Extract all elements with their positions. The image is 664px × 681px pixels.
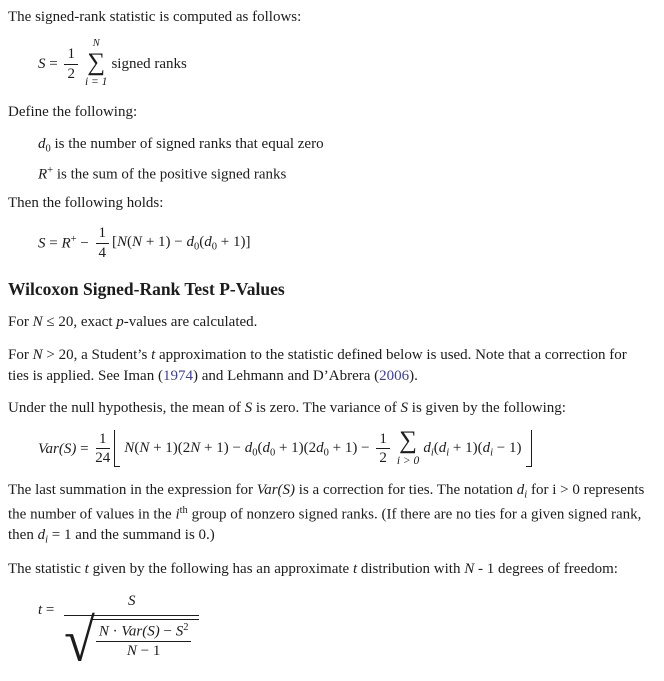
text-run: is given by the following: [408,400,566,417]
summation-upper-limit: N [92,38,100,50]
text-run: ). [409,367,418,384]
text-run: p [116,314,124,331]
text-run: is a correction for ties. The notation [295,482,517,499]
text-run: S [175,622,184,639]
paragraph-ties-note [8,480,650,548]
text-run: is the number of signed ranks that equal zero [50,136,324,153]
text-run: is zero. The variance of [252,400,401,417]
text-run: = [76,440,93,457]
text-run: The statistic [8,561,85,578]
formula-lead [38,233,93,253]
text-run: S [38,235,46,252]
section-heading: Wilcoxon Signed-Rank Test P-Values [8,279,285,300]
text-run: i [524,489,528,501]
text-run: t [352,561,358,578]
reference-year-link[interactable]: 2006 [379,367,410,384]
text-run: 0 [211,241,217,253]
fraction-one-half [64,46,78,82]
text-run: Var(S) [121,622,160,639]
text-run: distribution with [357,561,465,578]
text-run: d [482,439,491,456]
text-run: For [8,314,33,331]
text-run: + 1)( [449,439,483,456]
text-run: ( [134,439,140,456]
text-run: − [159,622,176,639]
text-run: N [32,314,43,331]
text-run: − [76,235,93,252]
text-run: + 1) − [328,439,374,456]
text-run: i [45,534,48,546]
summation-operator [396,427,420,467]
formula-variance [38,427,650,467]
text-run: R [38,166,48,183]
text-run: i [446,447,450,458]
text-run: ) and Lehmann and D’Abrera ( [192,367,380,384]
text-run: i [490,447,494,458]
text-run: ( [257,439,263,456]
formula-t-statistic [38,592,650,675]
text-run: N [98,622,109,639]
text-run: - 1 degrees of freedom: [474,561,618,578]
text-run: N [132,233,143,250]
text-run: t [84,561,89,578]
formula-lead [38,55,61,74]
text-run: N [464,561,475,578]
text-run: > 20, a Student’s [42,346,152,363]
text-run: S [244,400,253,417]
text-run: + [70,234,77,246]
text-run: signed ranks [111,55,187,72]
text-run: S [128,592,136,609]
summation-lower-limit: i > 0 [396,454,420,467]
text-run: is the sum of the positive signed ranks [53,166,287,183]
paragraph-then-heading: Then the following holds: [8,194,164,211]
outer-denominator [64,607,199,675]
text-run: The last summation in the expression for [8,482,257,499]
text-run: + 1)(2 [149,439,191,456]
formula-lead [38,601,58,620]
formula-body [111,55,186,74]
fraction-one-twentyfourth [95,431,110,467]
text-run: ( [199,233,205,250]
fraction-one-quarter [96,225,110,261]
text-run: S [400,400,409,417]
summation-operator [85,39,107,89]
text-run: ( [433,439,439,456]
text-run: + 1)] [216,233,251,250]
text-run: 0 [323,447,329,458]
fraction-denominator: 2 [379,450,387,467]
text-run: = 1 and the summand is 0.) [48,527,215,544]
text-run: given by the following has an approximate [88,561,353,578]
text-run: for i > 0 represents the number of values in the [8,482,645,522]
text-run: − 1) [493,439,522,456]
sigma-icon: ∑ [399,427,417,455]
right-bracket [526,430,532,467]
text-run: + 1) − [142,233,187,250]
formula-lead [38,440,92,459]
fraction-numerator: 1 [96,431,110,450]
inner-fraction [96,622,192,660]
text-run: d [438,439,447,456]
text-run: approximation to the statistic defined below is used. Note that a correction for ties is applied. See Iman ( [8,346,627,384]
square-root: √ $\frac{N \cdot Var(S) - S^2}{N - 1}$ [64,616,199,660]
fraction-denominator: 24 [95,450,111,467]
text-run: t [151,346,156,363]
text-run: Var(S) [256,482,296,499]
text-run: S [38,55,46,72]
text-run: + [47,165,54,177]
reference-year-link[interactable]: 1974 [162,367,193,384]
square-root-body [91,619,200,660]
left-bracket [114,430,120,467]
text-run: 0 [45,143,51,155]
formula-body [124,439,373,459]
text-run: ( [127,233,133,250]
text-run: group of nonzero signed ranks. (If there are no ties for a given signed rank, then [8,505,642,544]
fraction-denominator: 2 [67,65,75,82]
text-run: + 1) − [200,439,245,456]
text-run: 0 [252,447,258,458]
fraction-denominator: 4 [98,244,107,261]
paragraph-intro: The signed-rank statistic is computed as follows: [8,9,302,25]
formula-body [423,439,521,459]
paragraph-exact-pvalues [8,312,650,333]
fraction-numerator: 1 [376,431,390,450]
text-run: d [423,439,431,456]
paragraph-approximation [8,345,650,388]
text-run: d [204,233,212,250]
text-run: Var(S) [38,440,77,457]
fraction-numerator: 1 [96,225,110,244]
definition-r-plus [38,164,650,186]
fraction-one-half [376,431,390,467]
text-run: N [126,643,137,660]
text-run: N [190,439,201,456]
paragraph-t-statistic [8,559,650,580]
fraction-numerator: 1 [64,46,78,65]
text-run: i [175,505,180,522]
text-run: d [244,439,253,456]
paragraph-null-hypothesis [8,398,650,419]
text-run: d [186,233,194,250]
text-run: d [316,439,324,456]
definition-d0 [38,134,650,157]
text-run: [ [112,233,118,250]
sigma-icon: ∑ [87,48,106,76]
text-run: = [42,601,59,618]
text-run: · [108,622,122,639]
text-run: d [37,527,46,544]
text-run: th [179,504,188,516]
paragraph-define-heading: Define the following: [8,103,138,120]
text-run: t [38,601,43,618]
text-run: 0 [193,241,200,253]
text-run: = [45,235,62,252]
formula-body [112,233,250,253]
text-run: -values are calculated. [123,314,258,331]
text-run: = [45,55,62,72]
text-run: d [38,136,46,153]
text-run: N [124,439,135,456]
formula-s-identity [38,225,650,261]
text-run: − 1 [136,643,161,660]
text-run: ≤ 20, exact [42,314,117,331]
inner-denominator [127,642,160,660]
text-run: Under the null hypothesis, the mean of [8,400,245,417]
text-run: 0 [269,447,276,458]
text-run: d [516,482,525,499]
text-run: i [430,447,434,458]
text-run: d [262,439,270,456]
text-run: For [8,346,33,363]
text-run: R [61,235,71,252]
text-run: 2 [183,621,189,633]
text-run: N [117,233,128,250]
formula-signed-rank-statistic [38,39,650,89]
text-run: N [32,346,43,363]
inner-numerator [96,622,192,643]
text-run: + 1)(2 [275,439,317,456]
summation-lower-limit: i = 1 [84,76,108,89]
text-run: N [139,439,150,456]
outer-fraction [64,592,199,675]
